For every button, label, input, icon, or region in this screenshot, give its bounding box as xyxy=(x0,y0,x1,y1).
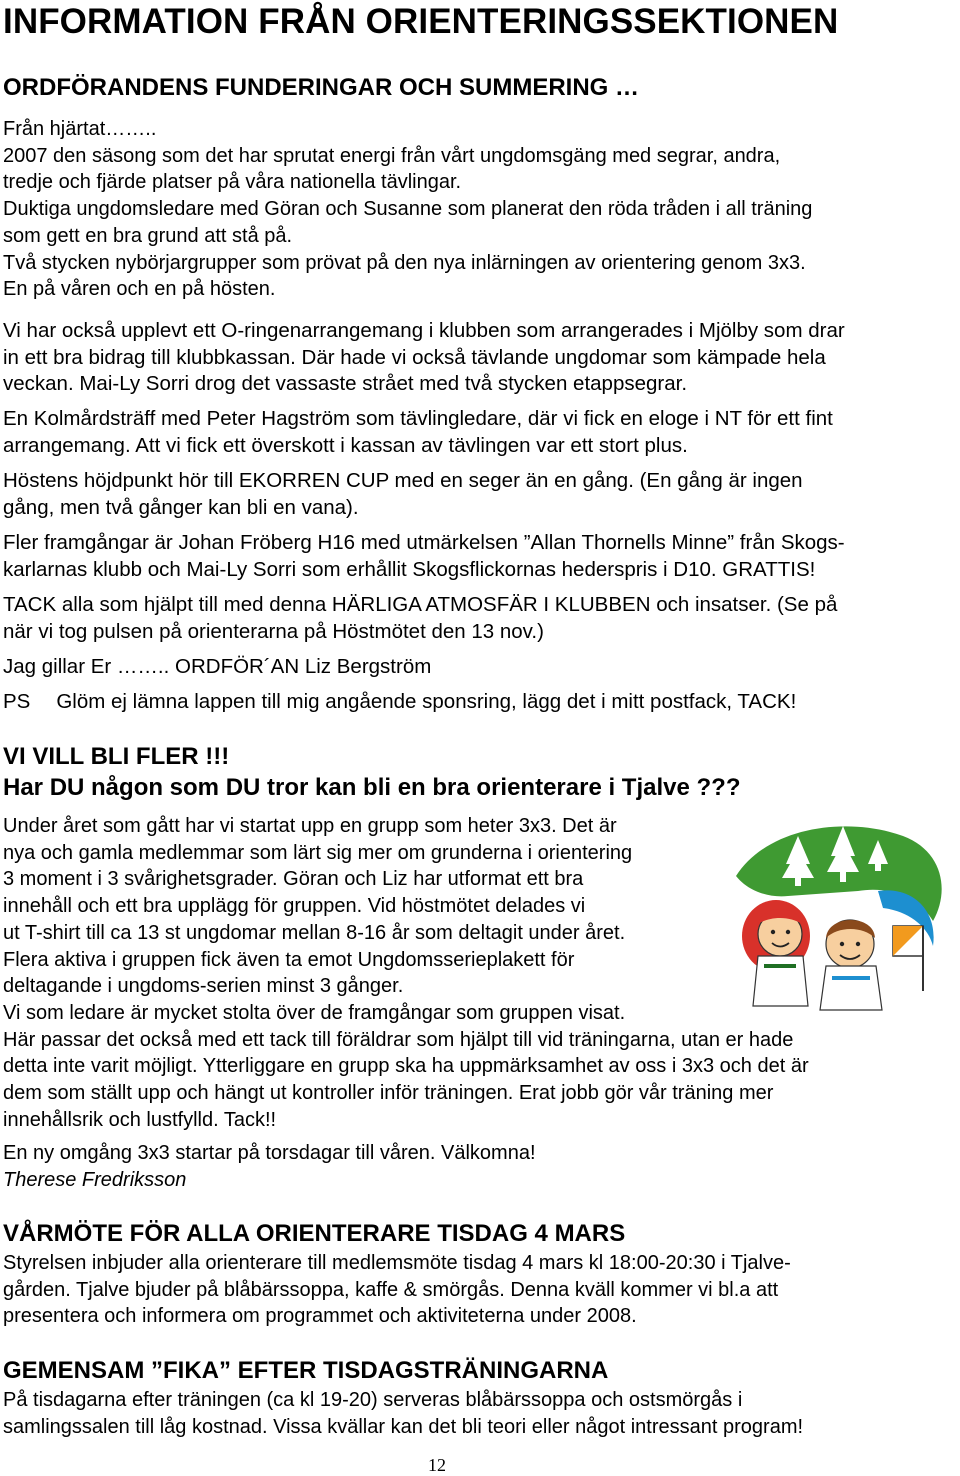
text-line: när vi tog pulsen på orienterarna på Höstmötet den 13 nov.) xyxy=(3,619,544,643)
section2-heading: VI VILL BLI FLER !!! xyxy=(3,743,230,770)
paragraph-oringen xyxy=(3,318,845,398)
signature-line: Jag gillar Er …….. ORDFÖR´AN Liz Bergström xyxy=(3,655,432,678)
text-line: deltagande i ungdoms-serien minst 3 gånger. xyxy=(3,975,404,998)
text-line: ut T-shirt till ca 13 st ungdomar mellan 8-16 år som deltagit under året. xyxy=(3,921,626,944)
girl-figure-icon xyxy=(742,900,810,1006)
text-line: 2007 den säsong som det har sprutat energi från vårt ungdomsgäng med segrar, andra, xyxy=(3,144,781,167)
text-line: En på våren och en på hösten. xyxy=(3,278,276,301)
text-line: gång, men två gånger kan bli en vana). xyxy=(3,495,359,519)
paragraph-framgangar xyxy=(3,530,845,583)
text-line: Styrelsen inbjuder alla orienterare till medlemsmöte tisdag 4 mars kl 18:00-20:30 i Tjalve- xyxy=(3,1252,791,1274)
text-line: Här passar det också med ett tack till föräldrar som hjälpt till vid träningarna, utan er hade xyxy=(3,1028,794,1051)
page-title: INFORMATION FRÅN ORIENTERINGSSEKTIONEN xyxy=(3,2,839,41)
section3-body xyxy=(3,1250,791,1330)
text-line: Flera aktiva i gruppen fick även ta emot Ungdomsserieplakett för xyxy=(3,948,575,971)
text-line: TACK alla som hjälpt till med denna HÄRLIGA ATMOSFÄR I KLUBBEN och insatser. (Se på xyxy=(3,593,838,616)
text-line: Under året som gått har vi startat upp en grupp som heter 3x3. Det är xyxy=(3,815,617,837)
boy-figure-icon xyxy=(820,920,882,1010)
section2-body xyxy=(3,813,809,1133)
page-number: 12 xyxy=(428,1455,446,1475)
text-line: presentera och informera om programmet och aktiviteterna under 2008. xyxy=(3,1305,637,1328)
text-line: Duktiga ungdomsledare med Göran och Susanne som planerat den röda tråden i all träning xyxy=(3,198,813,221)
text-line: Höstens höjdpunkt hör till EKORREN CUP med en seger än en gång. (En gång är ingen xyxy=(3,469,803,492)
postscript xyxy=(3,689,796,716)
text-line: som gett en bra grund att stå på. xyxy=(3,224,293,247)
text-line: arrangemang. Att vi fick ett överskott i kassan av tävlingen var ett stort plus. xyxy=(3,433,688,457)
paragraph-ekorren xyxy=(3,468,803,521)
text-line: veckan. Mai-Ly Sorri drog det vassaste strået med två stycken etappsegrar. xyxy=(3,372,688,396)
text-line: Två stycken nybörjargrupper som prövat på den nya inlärningen av orientering genom 3x3. xyxy=(3,251,806,274)
section2-author: Therese Fredriksson xyxy=(3,1169,187,1191)
section2-subheading: Har DU någon som DU tror kan bli en bra orienterare i Tjalve ??? xyxy=(3,774,741,801)
orienteering-kids-illustration xyxy=(728,816,950,1012)
text-line: Vi som ledare är mycket stolta över de framgångar som gruppen visat. xyxy=(3,1001,626,1024)
section1-intro xyxy=(3,116,812,303)
paragraph-kolmarden xyxy=(3,406,833,459)
text-line: tredje och fjärde platser på våra nationella tävlingar. xyxy=(3,171,462,194)
section2-closing: En ny omgång 3x3 startar på torsdagar till våren. Välkomna! xyxy=(3,1142,536,1164)
text-line: karlarnas klubb och Mai-Ly Sorri som erhållit Skogsflickornas hederspris i D10. GRATTIS! xyxy=(3,557,816,581)
text-line: På tisdagarna efter träningen (ca kl 19-20) serveras blåbärssoppa och ostsmörgås i xyxy=(3,1389,743,1411)
orienteering-flag-icon xyxy=(893,926,923,991)
text-line: dem som ställt upp och hängt ut kontroller inför träningen. Erat jobb gör vår träning mer xyxy=(3,1082,774,1105)
text-line: En Kolmårdsträff med Peter Hagström som tävlingledare, där vi fick en eloge i NT för ett fint xyxy=(3,407,833,430)
text-line: detta inte varit möjligt. Ytterliggare en grupp ska ha uppmärksamhet av oss i 3x3 och det är xyxy=(3,1055,809,1078)
ps-label: PS xyxy=(3,690,31,713)
text-line: in ett bra bidrag till klubbkassan. Där hade vi också tävlande ungdomar som kämpade hela xyxy=(3,345,826,369)
text-line: 3 moment i 3 svårighetsgrader. Göran och Liz har utformat ett bra xyxy=(3,868,584,891)
section3-heading: VÅRMÖTE FÖR ALLA ORIENTERARE TISDAG 4 MARS xyxy=(3,1220,626,1247)
text-line: innehållsrik och lustfylld. Tack!! xyxy=(3,1108,277,1131)
text-line: samlingssalen till låg kostnad. Vissa kvällar kan det bli teori eller något intressant program! xyxy=(3,1415,804,1438)
text-line: Från hjärtat…….. xyxy=(3,118,157,140)
paragraph-tack xyxy=(3,592,837,645)
section4-body xyxy=(3,1387,803,1440)
section4-heading: GEMENSAM ”FIKA” EFTER TISDAGSTRÄNINGARNA xyxy=(3,1357,609,1384)
text-line: nya och gamla medlemmar som lärt sig mer om grunderna i orientering xyxy=(3,841,633,864)
ps-text: Glöm ej lämna lappen till mig angående sponsring, lägg det i mitt postfack, TACK! xyxy=(56,690,797,713)
text-line: innehåll och ett bra upplägg för gruppen. Vid höstmötet delades vi xyxy=(3,895,586,918)
section1-heading: ORDFÖRANDENS FUNDERINGAR OCH SUMMERING … xyxy=(3,74,639,101)
text-line: Fler framgångar är Johan Fröberg H16 med utmärkelsen ”Allan Thornells Minne” från Skogs- xyxy=(3,531,845,554)
text-line: Vi har också upplevt ett O-ringenarrangemang i klubben som arrangerades i Mjölby som drar xyxy=(3,319,845,342)
text-line: gården. Tjalve bjuder på blåbärssoppa, kaffe & smörgås. Denna kväll kommer vi bl.a att xyxy=(3,1278,779,1301)
